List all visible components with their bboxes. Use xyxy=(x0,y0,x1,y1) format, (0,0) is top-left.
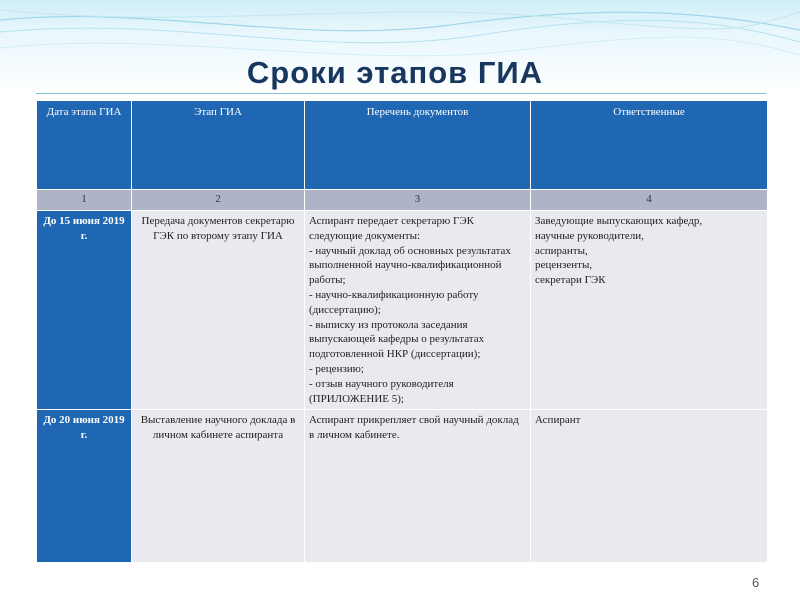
header-stage: Этап ГИА xyxy=(132,101,305,190)
responsible-item: рецензенты, xyxy=(535,259,593,272)
responsible-item: Аспирант xyxy=(535,414,581,427)
row-stage: Передача документов секретарю ГЭК по второму этапу ГИА xyxy=(132,211,305,410)
gia-schedule-table xyxy=(36,100,768,563)
document-item: - выписку из протокола заседания выпускающей кафедры о результатах подготовленной НКР (диссертации); xyxy=(309,318,485,361)
row-responsible xyxy=(531,211,768,410)
table-row xyxy=(37,211,768,410)
column-number: 2 xyxy=(132,190,305,211)
document-item: - научно-квалификационную работу (диссертацию); xyxy=(309,288,479,316)
page-number: 6 xyxy=(752,575,760,590)
table-row xyxy=(37,410,768,563)
row-responsible xyxy=(531,410,768,563)
responsible-item: научные руководители, xyxy=(535,229,644,242)
document-item: Аспирант передает секретарю ГЭК следующие документы: xyxy=(309,215,474,242)
responsible-item: аспиранты, xyxy=(535,244,588,257)
header-documents: Перечень документов xyxy=(305,101,531,190)
row-documents xyxy=(305,211,531,410)
slide-title: Сроки этапов ГИА xyxy=(246,55,544,90)
document-item: - научный доклад об основных результатах выполненной научно-квалификационной работы; xyxy=(309,244,511,287)
column-number: 3 xyxy=(305,190,531,211)
row-documents xyxy=(305,410,531,563)
title-divider xyxy=(36,93,766,94)
row-stage: Выставление научного доклада в личном кабинете аспиранта xyxy=(132,410,305,563)
column-number: 4 xyxy=(531,190,768,211)
document-item: Аспирант прикрепляет свой научный доклад в личном кабинете. xyxy=(309,414,519,442)
responsible-item: секретари ГЭК xyxy=(535,274,606,287)
table-header-row xyxy=(37,101,768,190)
column-number: 1 xyxy=(37,190,132,211)
document-item: - рецензию; xyxy=(309,362,364,375)
header-date: Дата этапа ГИА xyxy=(37,101,132,190)
document-item: - отзыв научного руководителя (ПРИЛОЖЕНИЕ 5); xyxy=(309,377,454,405)
responsible-item: Заведующие выпускающих кафедр, xyxy=(535,215,703,227)
column-number-row xyxy=(37,190,768,211)
row-date: До 20 июня 2019 г. xyxy=(37,410,132,563)
row-date: До 15 июня 2019 г. xyxy=(37,211,132,410)
header-responsible: Ответственные xyxy=(531,101,768,190)
